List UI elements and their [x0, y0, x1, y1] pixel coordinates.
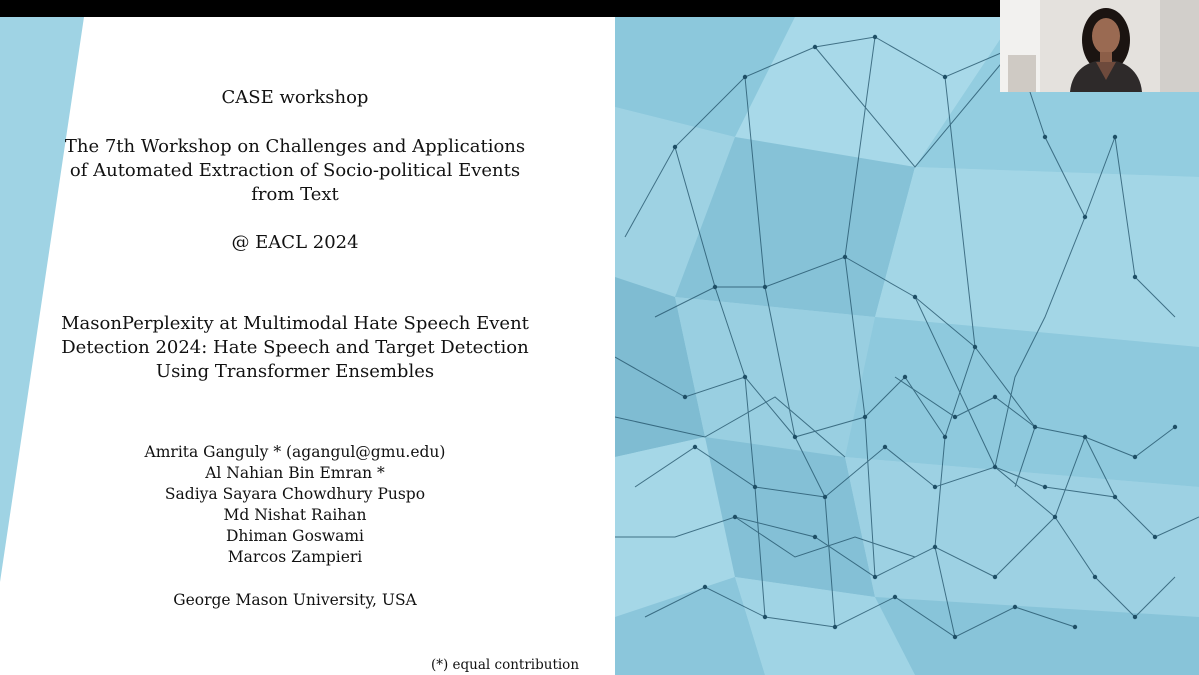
- author-name: Amrita Ganguly * (agangul@gmu.edu): [144, 443, 446, 461]
- network-mesh-icon: [615, 17, 1199, 675]
- workshop-full-title: [40, 135, 550, 207]
- paper-title-line-3: Using Transformer Ensembles: [155, 361, 435, 382]
- author-name: Marcos Zampieri: [227, 548, 363, 566]
- paper-title: [40, 312, 550, 384]
- footnote-text: (*) equal contribution: [430, 657, 580, 673]
- conference-label: [40, 231, 550, 255]
- workshop-short-text: CASE workshop: [221, 87, 369, 108]
- footnote: [400, 657, 610, 673]
- presenter-video-icon: [1000, 0, 1199, 92]
- affiliation: [40, 590, 550, 611]
- workshop-full-line-1: The 7th Workshop on Challenges and Applications: [64, 136, 526, 157]
- presentation-slide: [0, 17, 1199, 675]
- author-name: Al Nahian Bin Emran *: [205, 464, 385, 482]
- network-art-panel: [615, 17, 1199, 675]
- author-name: Sadiya Sayara Chowdhury Puspo: [164, 485, 426, 503]
- author-name: Dhiman Goswami: [225, 527, 365, 545]
- paper-title-line-2: Detection 2024: Hate Speech and Target Detection: [61, 337, 529, 358]
- author-name: Md Nishat Raihan: [223, 506, 367, 524]
- conference-text: @ EACL 2024: [231, 232, 359, 253]
- author-list: [40, 442, 550, 568]
- workshop-short-title: [40, 86, 550, 110]
- paper-title-line-1: MasonPerplexity at Multimodal Hate Speech Event: [61, 313, 529, 334]
- presenter-webcam[interactable]: [1000, 0, 1199, 92]
- workshop-full-line-3: from Text: [251, 184, 339, 205]
- affiliation-text: George Mason University, USA: [173, 591, 417, 609]
- workshop-full-line-2: of Automated Extraction of Socio-political Events: [69, 160, 521, 181]
